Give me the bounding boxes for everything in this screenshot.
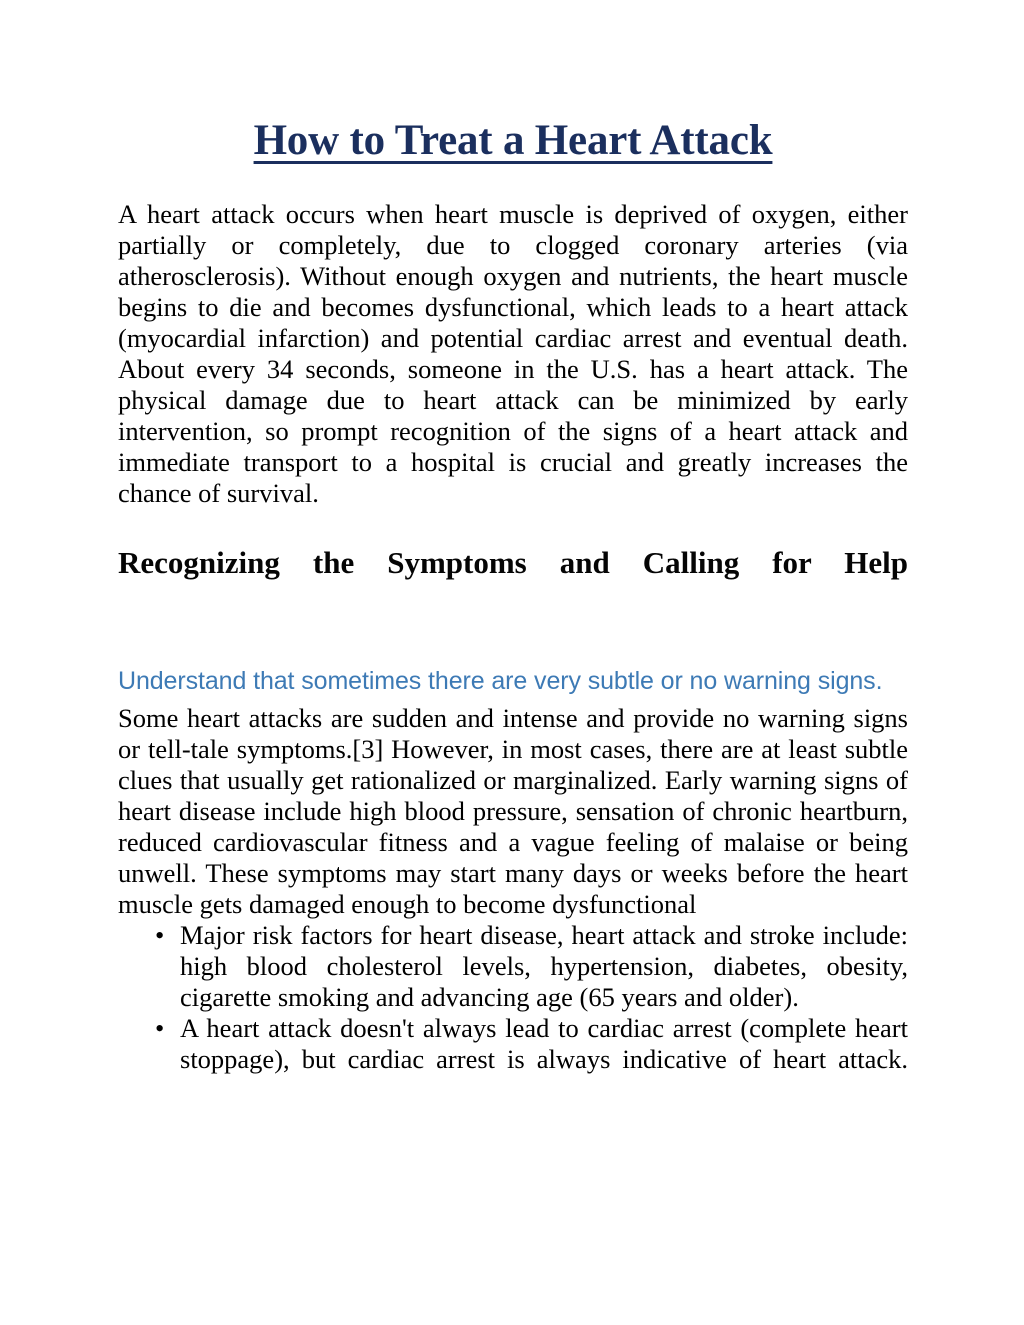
list-item xyxy=(118,920,908,1013)
list-item xyxy=(118,1013,908,1106)
section-heading xyxy=(118,539,908,635)
section-paragraph: Some heart attacks are sudden and intense and provide no warning signs or tell-tale symptoms.[3] However, in most cases, there are at least subtle clues that usually get rationalized or marginalized. Early warning signs of heart disease include high blood pressure, sensation of chronic heartburn, reduced cardiovascular fitness and a vague feeling of malaise or being unwell. These symptoms may start many days or weeks before the heart muscle gets damaged enough to become dysfunctional xyxy=(118,703,908,920)
section-subheading: Understand that sometimes there are very subtle or no warning signs. xyxy=(118,667,883,696)
risk-factor-list xyxy=(118,920,908,1106)
list-item-text: Major risk factors for heart disease, heart attack and stroke include: high blood cholesterol levels, hypertension, diabetes, obesity, cigarette smoking and advancing age (65 years and older). xyxy=(180,920,908,1013)
section-heading-text: Recognizing the Symptoms and Calling for Help xyxy=(118,545,908,581)
bullet-icon: • xyxy=(155,1013,165,1044)
list-item-text: A heart attack doesn't always lead to cardiac arrest (complete heart stoppage), but cardiac arrest is always indicative of heart attack. xyxy=(180,1013,908,1075)
intro-paragraph: A heart attack occurs when heart muscle is deprived of oxygen, either partially or completely, due to clogged coronary arteries (via atherosclerosis). Without enough oxygen and nutrients, the heart muscle begins to die and becomes dysfunctional, which leads to a heart attack (myocardial infarction) and potential cardiac arrest and eventual death. About every 34 seconds, someone in the U.S. has a heart attack. The physical damage due to heart attack can be minimized by early intervention, so prompt recognition of the signs of a heart attack and immediate transport to a hospital is crucial and greatly increases the chance of survival. xyxy=(118,199,908,509)
bullet-icon: • xyxy=(155,920,165,951)
page-title: How to Treat a Heart Attack xyxy=(253,117,773,164)
